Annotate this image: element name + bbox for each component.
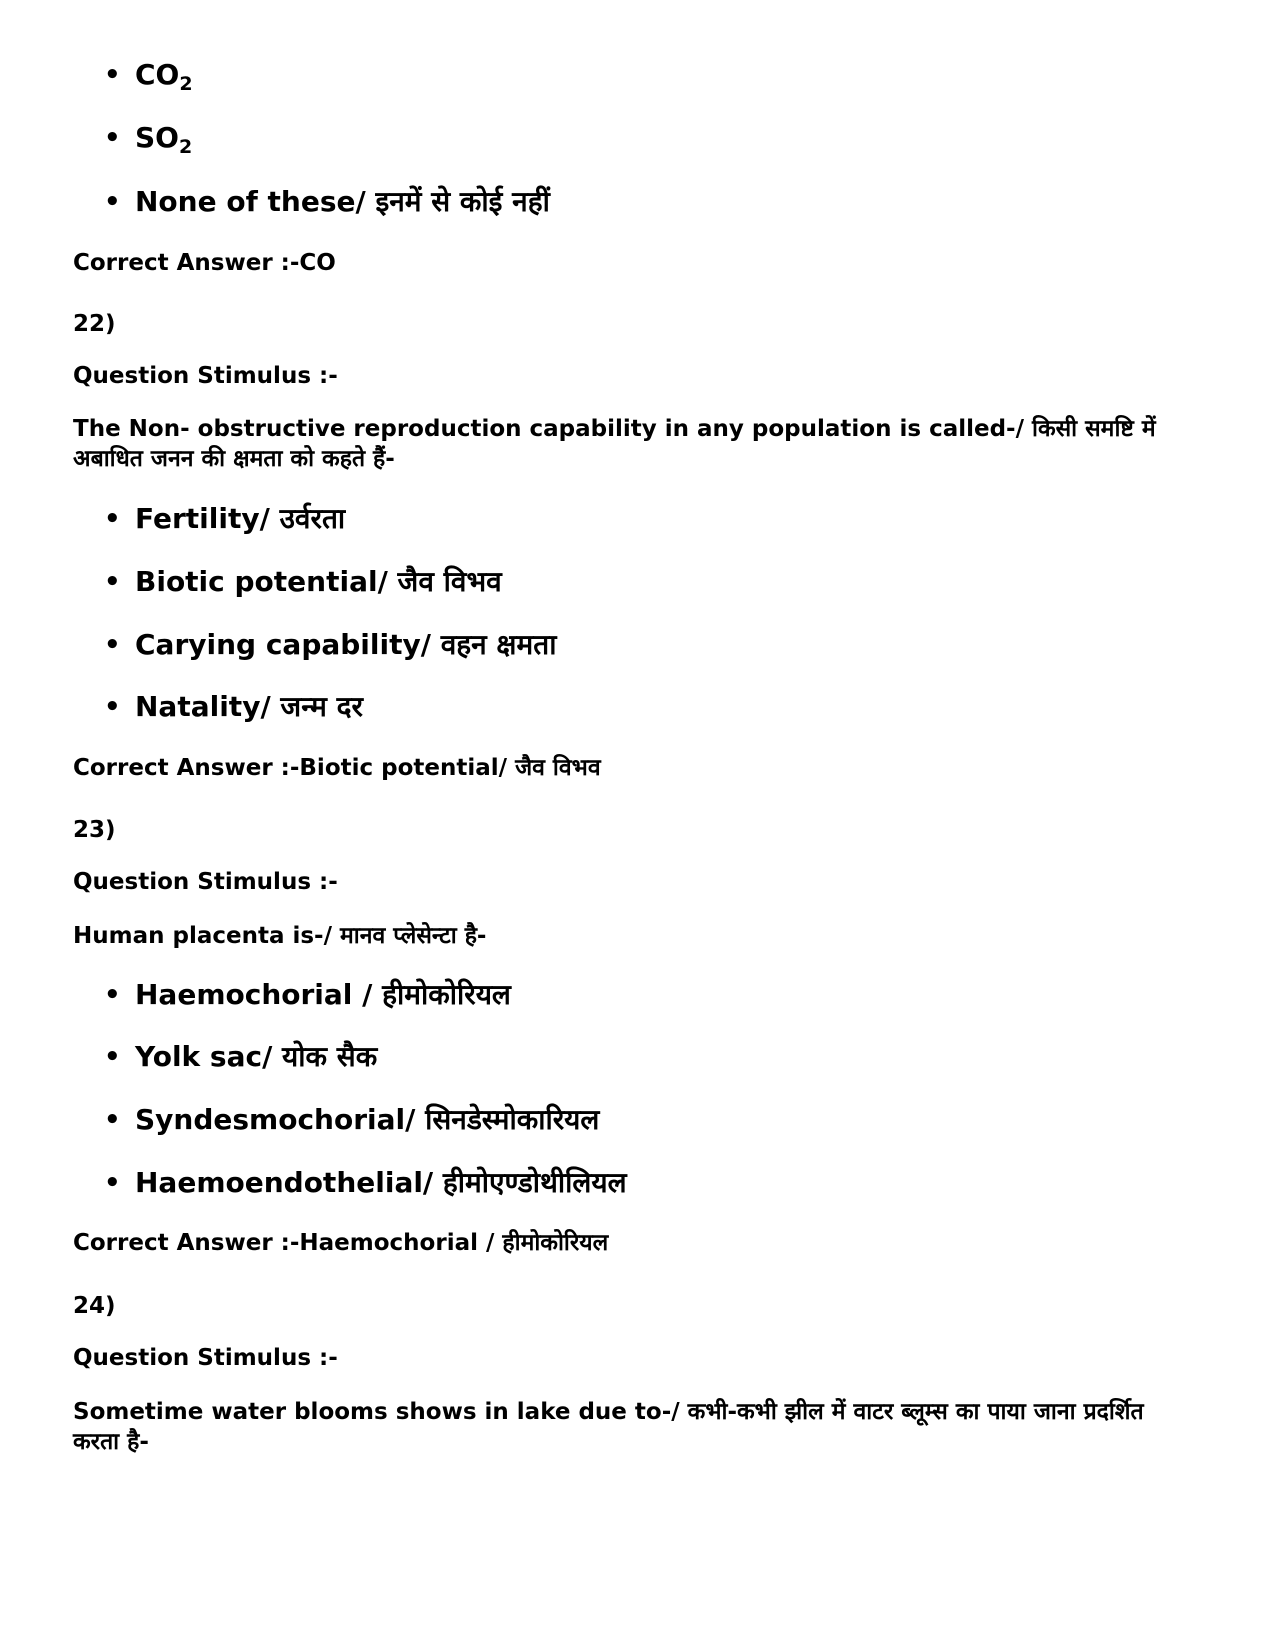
- bullet-icon: •: [104, 1105, 121, 1135]
- option-item: • Carying capability/ वहन क्षमता: [104, 628, 557, 661]
- question-stimulus-label: Question Stimulus :-: [73, 1345, 338, 1371]
- bullet-icon: •: [104, 187, 121, 217]
- bullet-icon: •: [104, 567, 121, 597]
- correct-answer: Correct Answer :-Haemochorial / हीमोकोरियल: [73, 1230, 609, 1256]
- option-item: • None of these/ इनमें से कोई नहीं: [104, 185, 550, 218]
- question-text: Human placenta is-/ मानव प्लेसेन्टा है-: [73, 923, 487, 949]
- question-text: The Non- obstructive reproduction capability in any population is called-/ किसी समष्टि में अबाधित जनन की क्षमता को कहते हैं-: [73, 416, 1156, 472]
- question-number: 24): [73, 1293, 116, 1319]
- question-number: 23): [73, 817, 116, 843]
- bullet-icon: •: [104, 692, 121, 722]
- option-item: • Syndesmochorial/ सिनडेस्मोकारियल: [104, 1103, 600, 1136]
- bullet-icon: •: [104, 123, 121, 153]
- question-text: Sometime water blooms shows in lake due to-/ कभी-कभी झील में वाटर ब्लूम्स का पाया जाना प्रदर्शित करता है-: [73, 1399, 1144, 1455]
- bullet-icon: •: [104, 504, 121, 534]
- correct-answer: Correct Answer :-CO: [73, 250, 336, 276]
- bullet-icon: •: [104, 630, 121, 660]
- option-item: • Haemoendothelial/ हीमोएण्डोथीलियल: [104, 1166, 627, 1199]
- option-item: • Biotic potential/ जैव विभव: [104, 565, 502, 598]
- bullet-icon: •: [104, 980, 121, 1010]
- question-stimulus-label: Question Stimulus :-: [73, 869, 338, 895]
- bullet-icon: •: [104, 1042, 121, 1072]
- bullet-icon: •: [104, 60, 121, 90]
- option-item: • $SO_2$: [104, 121, 193, 158]
- option-item: • Natality/ जन्म दर: [104, 690, 363, 723]
- question-stimulus-label: Question Stimulus :-: [73, 363, 338, 389]
- option-item: • Haemochorial / हीमोकोरियल: [104, 978, 511, 1011]
- correct-answer: Correct Answer :-Biotic potential/ जैव विभव: [73, 755, 601, 781]
- option-item: • $CO_2$: [104, 58, 193, 95]
- option-item: • Fertility/ उर्वरता: [104, 502, 346, 535]
- option-item: • Yolk sac/ योक सैक: [104, 1040, 378, 1073]
- bullet-icon: •: [104, 1168, 121, 1198]
- question-number: 22): [73, 311, 116, 337]
